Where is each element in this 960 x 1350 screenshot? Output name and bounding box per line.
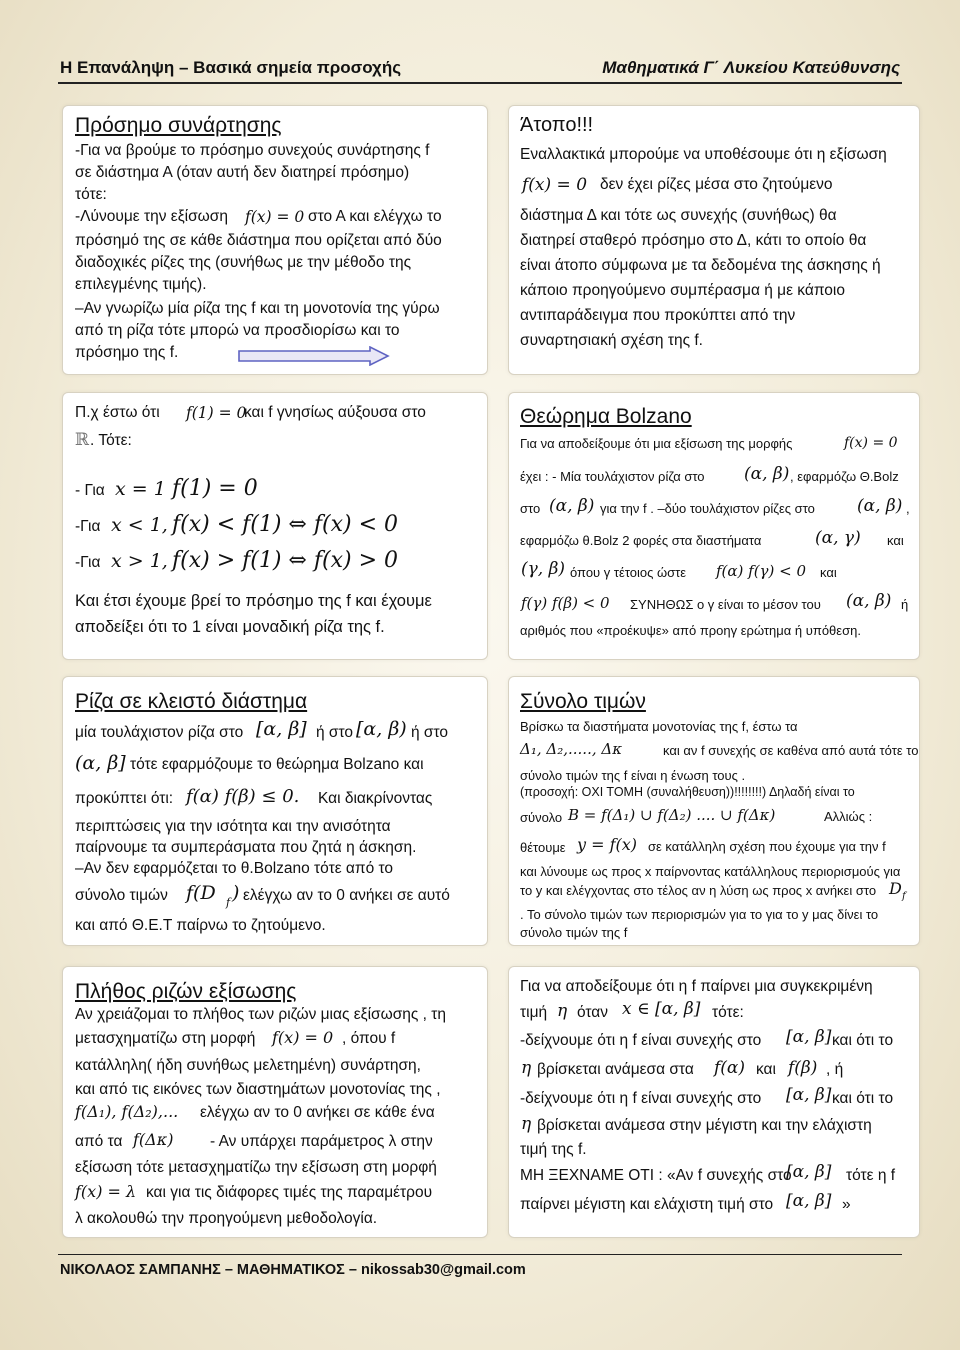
math-formula: x < 1, <box>111 514 168 536</box>
math-formula: f(1) = 0 <box>172 476 258 501</box>
text-line: –Αν γνωρίζω μία ρίζα της f και τη μονοτονία της γύρω <box>75 300 440 317</box>
text-line: αποδείξει ότι το 1 είναι μοναδική ρίζα της f. <box>75 618 385 636</box>
text-line: - Αν υπάρχει παράμετρος λ στην <box>210 1133 433 1150</box>
text-line: τότε εφαρμόζουμε το θεώρημα Bolzano και <box>130 756 424 773</box>
text-line: όταν <box>577 1004 609 1021</box>
math-formula: Δ₁, Δ₂,....., Δκ <box>520 740 623 758</box>
math-formula: (α, γ) <box>815 528 861 548</box>
math-formula: (α, β) <box>857 496 903 516</box>
text-line: σύνολο τιμών <box>75 887 168 904</box>
text-line: συναρτησιακή σχέση της f. <box>520 332 703 349</box>
text-line: Π.χ έστω ότι <box>75 404 160 421</box>
text-line: , εφαρμόζω Θ.Bolz <box>790 469 899 484</box>
text-line: από τη ρίζα τότε μπορώ να προσδιορίσω και το <box>75 322 400 339</box>
math-formula: (α, β] <box>75 752 126 774</box>
math-formula: f(α) f(β) ≤ 0. <box>186 786 300 807</box>
math-formula: [α, β] <box>256 718 307 740</box>
text-line: -Για <box>75 518 101 535</box>
header-subject: Μαθηματικά Γ΄ Λυκείου Κατεύθυνσης <box>602 58 900 77</box>
math-formula: f(β) <box>788 1058 818 1078</box>
box-closed-interval-root <box>62 676 488 946</box>
right-arrow-icon <box>238 346 390 366</box>
text-line: για την f . –δύο τουλάχιστον ρίζες στο <box>600 501 815 516</box>
text-line: από τα <box>75 1133 123 1150</box>
footer-author: ΝΙΚΟΛΑΟΣ ΣΑΜΠΑΝΗΣ – ΜΑΘΗΜΑΤΙΚΟΣ – nikossab30@gmail.com <box>60 1262 526 1278</box>
text-line: εφαρμόζω θ.Bolz 2 φορές στα διαστήματα <box>520 533 762 548</box>
math-formula: η <box>521 1114 532 1134</box>
math-formula: (γ, β) <box>521 559 566 579</box>
math-formula: η <box>521 1058 532 1078</box>
text-line: στο Α και ελέγχω το <box>308 208 442 225</box>
text-line: τότε η f <box>846 1167 896 1184</box>
math-formula: f(x) < f(1) ⇔ f(x) < 0 <box>172 512 398 537</box>
text-line: σε διάστημα Α (όταν αυτή δεν διατηρεί πρόσημο) <box>75 164 410 181</box>
text-line: και από Θ.Ε.Τ παίρνω το ζητούμενο. <box>75 917 326 934</box>
text-line: τότε: <box>75 186 107 203</box>
text-line: ελέγχω αν το 0 ανήκει σε αυτό <box>243 887 450 904</box>
text-line: λ ακολουθώ την προηγούμενη μεθοδολογία. <box>75 1210 378 1227</box>
text-line: σύνολο τιμών της f είναι η ένωση τους . <box>520 768 746 783</box>
math-formula: B = f(Δ₁) ∪ f(Δ₂) .... ∪ f(Δκ) <box>568 806 776 824</box>
text-line: βρίσκεται ανάμεσα στην μέγιστη και την ελάχιστη <box>537 1117 872 1134</box>
section-title-function-sign: Πρόσημο συνάρτησης <box>75 114 282 137</box>
math-formula: [α, β] <box>786 1027 832 1047</box>
math-formula: f(Δκ) <box>133 1130 174 1149</box>
math-formula: x = 1 <box>115 478 166 500</box>
text-line: και ότι το <box>832 1090 894 1107</box>
text-line: και <box>756 1061 776 1078</box>
text-line: ΣΥΝΗΘΩΣ ο γ είναι το μέσον του <box>630 597 821 612</box>
text-line: διαδοχικές ρίζες της (συνήθως με την μέθοδο της <box>75 254 412 271</box>
text-line: και <box>820 565 837 580</box>
text-line: σε κατάλληλη σχέση που έχουμε για την f <box>648 839 886 854</box>
text-line: και από τις εικόνες των διαστημάτων μονοτονίας της , <box>75 1081 441 1098</box>
text-line: Και έτσι έχουμε βρεί το πρόσημο της f και έχουμε <box>75 592 432 610</box>
text-line: πρόσημο της f. <box>75 344 179 361</box>
text-line: -δείχνουμε ότι η f είναι συνεχής στο <box>520 1032 762 1049</box>
text-line: (προσοχή: ΟΧΙ ΤΟΜΗ (συναλήθευση))!!!!!!!!) Δηλαδή είναι το <box>520 785 855 799</box>
math-formula: (α, β) <box>846 591 892 611</box>
text-line: Αν χρειάζομαι το πλήθος των ριζών μιας εξίσωσης , τη <box>75 1006 447 1023</box>
text-line: Εναλλακτικά μπορούμε να υποθέσουμε ότι η εξίσωση <box>520 146 887 163</box>
section-title-contradiction: Άτοπο!!! <box>520 114 594 136</box>
section-title-number-of-roots: Πλήθος ριζών εξίσωσης <box>75 980 297 1003</box>
header-divider <box>58 82 902 84</box>
text-line: είναι άτοπο σύμφωνα με τα δεδομένα της άσκησης ή <box>520 257 881 274</box>
box-bolzano <box>508 392 920 660</box>
text-line: Για να αποδείξουμε ότι μια εξίσωση της μορφής <box>520 436 793 451</box>
math-formula: f(Δ₁), f(Δ₂),... <box>75 1102 179 1121</box>
text-line: ή <box>901 597 909 612</box>
math-formula: x > 1, <box>111 550 168 572</box>
section-title-bolzano: Θεώρημα Bolzano <box>520 405 692 428</box>
math-subscript: f <box>902 891 906 902</box>
math-formula: f(γ) f(β) < 0 <box>521 594 610 612</box>
text-line: Και διακρίνοντας <box>318 790 433 807</box>
text-line: τιμή της f. <box>520 1141 587 1158</box>
text-line: -Για να βρούμε το πρόσημο συνεχούς συνάρτησης f <box>75 142 430 159</box>
math-formula: f(x) = 0 <box>272 1028 334 1047</box>
text-line: παίρνει μέγιστη και ελάχιστη τιμή στο <box>520 1196 774 1213</box>
text-line: βρίσκεται ανάμεσα στα <box>537 1061 694 1078</box>
text-line: . Το σύνολο τιμών των περιορισμών για το για το y μας δίνει το <box>520 907 879 922</box>
text-line: τότε: <box>712 1004 744 1021</box>
text-line: » <box>842 1196 851 1213</box>
text-line: μετασχηματίζω στη μορφή <box>75 1030 256 1047</box>
text-line: -Για <box>75 554 101 571</box>
text-line: κάποιο προηγούμενο συμπέρασμα ή με κάποιο <box>520 282 845 299</box>
math-formula: f(α) <box>714 1058 746 1078</box>
text-line: έχει : - Μία τουλάχιστον ρίζα στο <box>520 469 705 484</box>
math-formula: ) <box>232 882 240 904</box>
text-line: - Για <box>75 482 105 499</box>
math-formula: (α, β) <box>549 496 595 516</box>
text-line: αριθμός που «προέκυψε» από προηγ ερώτημα ή υπόθεση. <box>520 623 861 638</box>
text-line: τιμή <box>520 1004 548 1021</box>
math-formula: f(α) f(γ) < 0 <box>716 562 807 580</box>
text-line: επιλεγμένης τιμής). <box>75 276 207 293</box>
text-line: εξίσωση τότε μετασχηματίζω την εξίσωση στη μορφή <box>75 1159 437 1176</box>
text-line: ή στο <box>316 724 354 741</box>
text-line: και για τις διάφορες τιμές της παραμέτρου <box>146 1184 433 1201</box>
math-formula: η <box>557 1001 568 1021</box>
text-line: Αλλιώς : <box>824 809 873 824</box>
text-line: προκύπτει ότι: <box>75 790 174 807</box>
text-line: αντιπαράδειγμα που προκύπτει από την <box>520 307 796 324</box>
text-line: και f γνησίως αύξουσα στο <box>244 404 426 421</box>
text-line: το y και ελέγχοντας στο τέλος αν η λύση ως προς x ανήκει στο <box>520 883 877 898</box>
math-formula: x ∈ [α, β] <box>622 999 701 1019</box>
text-line: Βρίσκω τα διαστήματα μονοτονίας της f, έστω τα <box>520 719 798 734</box>
text-line: σύνολο τιμών της f <box>520 925 628 940</box>
text-line: όπου γ τέτοιος ώστε <box>570 565 687 580</box>
math-formula: [α, β) <box>356 718 407 740</box>
section-title-closed-interval: Ρίζα σε κλειστό διάστημα <box>75 690 308 713</box>
text-line: παίρνουμε τα συμπεράσματα που ζητά η άσκηση. <box>75 839 417 856</box>
math-formula: (α, β) <box>744 464 790 484</box>
math-formula: [α, β] <box>786 1162 832 1182</box>
math-formula: f(x) = 0 <box>844 435 898 451</box>
text-line: διάστημα Δ και τότε ως συνεχής (συνήθως) θα <box>520 207 837 224</box>
text-line: διατηρεί σταθερό πρόσημο στο Δ, κάτι το οποίο θα <box>520 232 867 249</box>
text-line: ελέγχω αν το 0 ανήκει σε κάθε ένα <box>200 1104 435 1121</box>
math-formula: [α, β] <box>786 1191 832 1211</box>
section-title-range: Σύνολο τιμών <box>520 690 646 713</box>
text-line: ΜΗ ΞΕΧΝΑΜΕ ΟΤΙ : «Αν f συνεχής στο <box>520 1167 792 1184</box>
header-title: Η Επανάληψη – Βασικά σημεία προσοχής <box>60 58 402 77</box>
text-line: Για να αποδείξουμε ότι η f παίρνει μια συγκεκριμένη <box>520 978 873 995</box>
text-line: , όπου f <box>342 1030 396 1047</box>
text-line: πρόσημό της σε κάθε διάστημα που ορίζεται από δύο <box>75 232 442 249</box>
text-line: θέτουμε <box>520 840 566 855</box>
math-symbol-reals: ℝ <box>75 430 90 450</box>
math-formula: f(1) = 0 <box>186 404 247 422</box>
footer-divider <box>58 1254 902 1255</box>
text-line: , ή <box>826 1061 844 1078</box>
text-line: στο <box>520 501 541 516</box>
math-formula: y = f(x) <box>577 835 638 854</box>
text-line: περιπτώσεις για την ισότητα και την ανισότητα <box>75 818 391 835</box>
text-line: ή στο <box>411 724 449 741</box>
text-line: –Αν δεν εφαρμόζεται το θ.Bolzano τότε από το <box>75 860 394 877</box>
math-formula: f(x) > f(1) ⇔ f(x) > 0 <box>172 548 398 573</box>
text-line: και λύνουμε ως προς x παίρνοντας κατάλληλους περιορισμούς για <box>520 864 901 879</box>
text-line: μία τουλάχιστον ρίζα στο <box>75 724 244 741</box>
math-formula: D <box>889 879 902 898</box>
math-formula: [α, β] <box>786 1085 832 1105</box>
math-formula: f(D <box>186 882 216 904</box>
text-line: κατάλληλη( ήδη συνήθως μελετημένη) συνάρτηση, <box>75 1057 421 1074</box>
text-line: -δείχνουμε ότι η f είναι συνεχής στο <box>520 1090 762 1107</box>
text-line: . Τότε: <box>90 432 132 449</box>
text-line: σύνολο <box>520 810 563 825</box>
math-formula: f(x) = 0 <box>522 175 588 195</box>
math-formula: f(x) = λ <box>75 1182 137 1201</box>
math-subscript: f <box>226 896 231 909</box>
math-formula: f(x) = 0 <box>245 208 305 226</box>
text-line: και αν f συνεχής σε καθένα από αυτά τότε το <box>663 743 919 758</box>
text-line: και ότι το <box>832 1032 894 1049</box>
text-line: δεν έχει ρίζες μέσα στο ζητούμενο <box>600 176 833 193</box>
text-line: -Λύνουμε την εξίσωση <box>75 208 228 225</box>
text-line: , <box>906 501 910 516</box>
text-line: και <box>887 533 904 548</box>
